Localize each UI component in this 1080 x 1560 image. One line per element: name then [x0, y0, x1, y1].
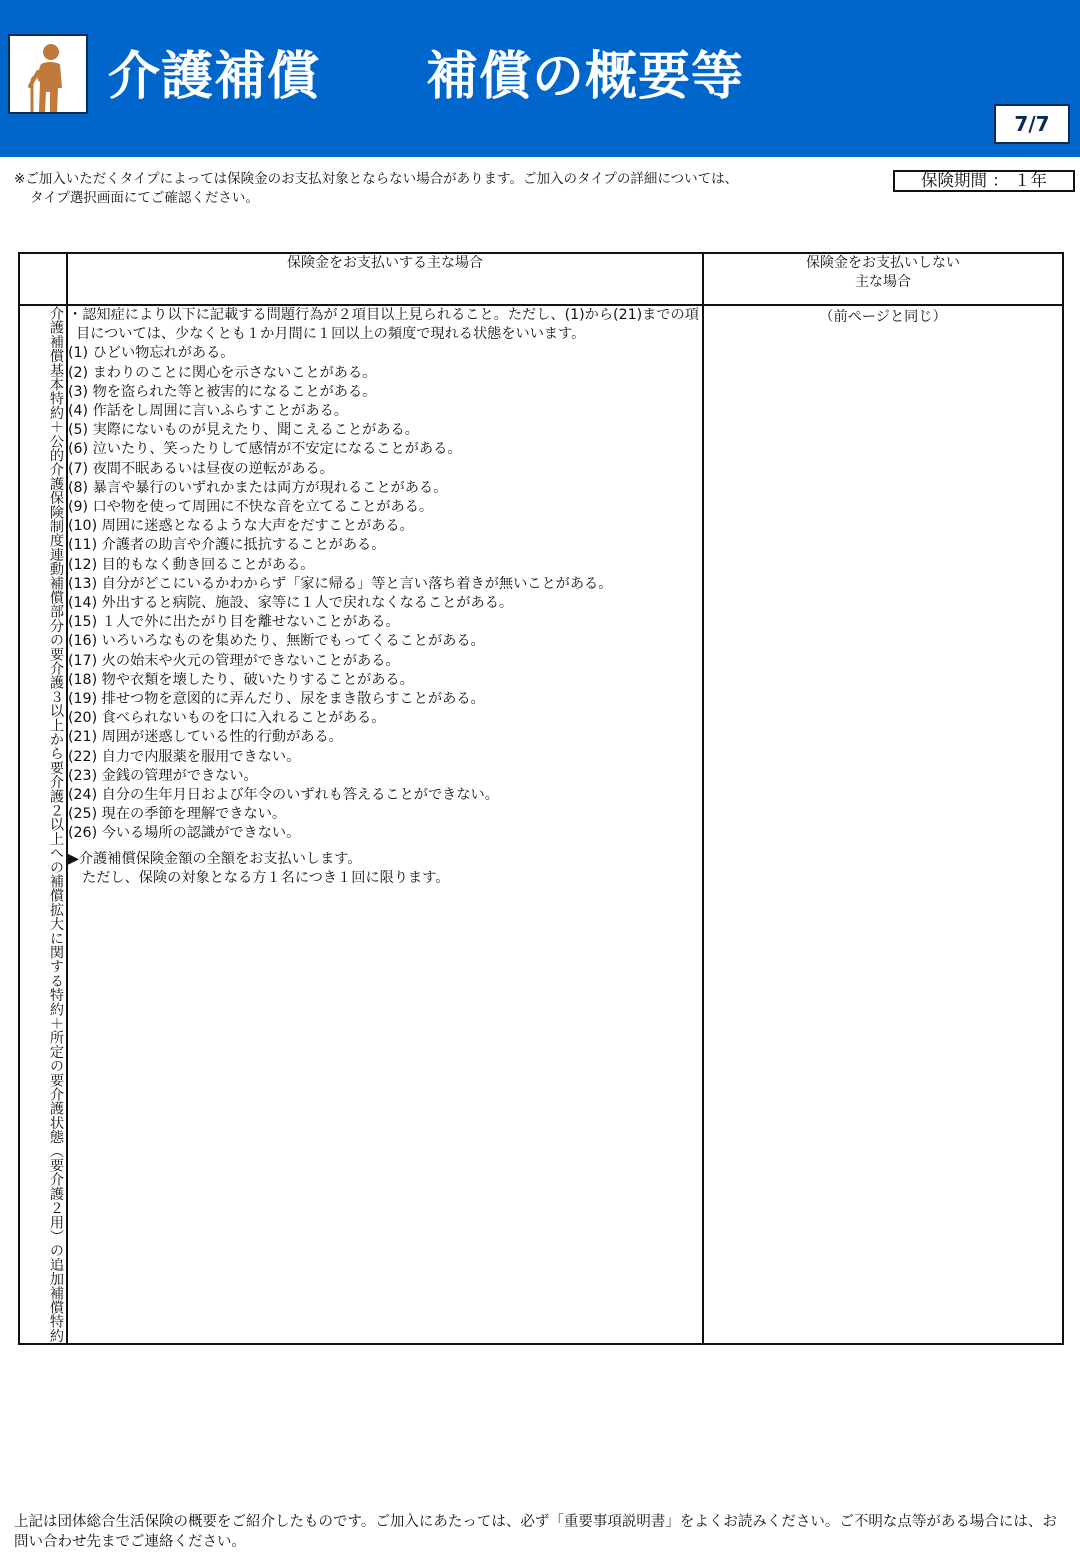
- list-item: (2) まわりのことに関心を示さないことがある。: [68, 364, 377, 381]
- list-item: (23) 金銭の管理ができない。: [68, 767, 258, 784]
- problem-behavior-list: [68, 344, 702, 843]
- header-not-paid-cases: [703, 253, 1063, 305]
- paid-cases-content: [67, 305, 703, 1344]
- list-item: (26) 今いる場所の認識ができない。: [68, 825, 301, 842]
- header-not-paid-line-1: 保険金をお支払いしない: [806, 255, 960, 271]
- header-not-paid-line-2: 主な場合: [855, 274, 911, 290]
- payment-line-1: ▶介護補償保険金額の全額をお支払いします。: [68, 850, 362, 867]
- page-number-badge: 7/7: [994, 104, 1070, 144]
- elderly-person-with-cane-icon: [24, 42, 76, 114]
- list-item: (11) 介護者の助言や介護に抵抗することがある。: [68, 537, 386, 554]
- footer-disclaimer: 上記は団体総合生活保険の概要をご紹介したものです。ご加入にあたっては、必ず「重要事項説明書」をよくお読みください。ご不明な点等がある場合には、お問い合わせ先までご連絡ください。: [14, 1514, 1057, 1550]
- list-item: (5) 実際にないものが見えたり、聞こえることがある。: [68, 422, 419, 439]
- lead-text: [68, 306, 702, 344]
- list-item: (6) 泣いたり、笑ったりして感情が不安定になることがある。: [68, 441, 462, 458]
- list-item: (24) 自分の生年月日および年令のいずれも答えることができない。: [68, 787, 499, 804]
- table-row: [19, 305, 1063, 1344]
- notice-text: [14, 170, 874, 208]
- lead-line-2: 目については、少なくとも１か月間に１回以上の頻度で現れる状態をいいます。: [76, 326, 586, 343]
- page-title: 介護補償 補償の概要等: [108, 47, 745, 107]
- list-item: (17) 火の始末や火元の管理ができないことがある。: [68, 652, 400, 669]
- header-banner: [0, 0, 1080, 157]
- row-label-vertical: 介護補償基本特約＋公的介護保険制度連動補償部分の要介護３以上から要介護２以上への補償拡大に関する特約＋所定の要介護状態（要介護２用）の追加補償特約: [19, 305, 67, 1344]
- list-item: (18) 物や衣類を壊したり、破いたりすることがある。: [68, 671, 414, 688]
- header-blank-cell: [19, 253, 67, 305]
- payment-line-2: ただし、保険の対象となる方１名につき１回に限ります。: [82, 869, 450, 886]
- list-item: (19) 排せつ物を意図的に弄んだり、尿をまき散らすことがある。: [68, 691, 485, 708]
- insurance-period-box: 保険期間 ： １年: [893, 170, 1075, 192]
- list-item: (13) 自分がどこにいるかわからず「家に帰る」等と言い落ち着きが無いことがある。: [68, 575, 613, 592]
- list-item: (3) 物を盗られた等と被害的になることがある。: [68, 383, 377, 400]
- list-item: (21) 周囲が迷惑している性的行動がある。: [68, 729, 343, 746]
- list-item: (10) 周囲に迷惑となるような大声をだすことがある。: [68, 518, 414, 535]
- list-item: (14) 外出すると病院、施設、家等に１人で戻れなくなることがある。: [68, 595, 514, 612]
- lead-line-1: ・認知症により以下に記載する問題行為が２項目以上見られること。ただし、(1)から(21)までの項: [68, 307, 699, 323]
- list-item: (8) 暴言や暴行のいずれかまたは両方が現れることがある。: [68, 479, 448, 496]
- icon-frame: [8, 34, 88, 114]
- list-item: (4) 作話をし周囲に言いふらすことがある。: [68, 403, 348, 420]
- list-item: (25) 現在の季節を理解できない。: [68, 806, 287, 823]
- list-item: (9) 口や物を使って周囲に不快な音を立てることがある。: [68, 499, 434, 516]
- table-header-row: [19, 253, 1063, 305]
- list-item: (1) ひどい物忘れがある。: [68, 345, 235, 362]
- payment-note: [68, 850, 702, 888]
- notice-line-2: タイプ選択画面にてご確認ください。: [30, 190, 259, 206]
- header-paid-cases: 保険金をお支払いする主な場合: [67, 253, 703, 305]
- list-item: (12) 目的もなく動き回ることがある。: [68, 556, 315, 573]
- list-item: (20) 食べられないものを口に入れることがある。: [68, 710, 386, 727]
- list-item: (7) 夜間不眠あるいは昼夜の逆転がある。: [68, 460, 334, 477]
- coverage-table: [18, 252, 1064, 1345]
- not-paid-cases-content: （前ページと同じ）: [703, 305, 1063, 1344]
- list-item: (16) いろいろなものを集めたり、無断でもってくることがある。: [68, 633, 485, 650]
- list-item: (22) 自力で内服薬を服用できない。: [68, 748, 301, 765]
- list-item: (15) １人で外に出たがり目を離せないことがある。: [68, 614, 400, 631]
- notice-line-1: ※ご加入いただくタイプによっては保険金のお支払対象とならない場合があります。ご加入のタイプの詳細については、: [14, 171, 739, 187]
